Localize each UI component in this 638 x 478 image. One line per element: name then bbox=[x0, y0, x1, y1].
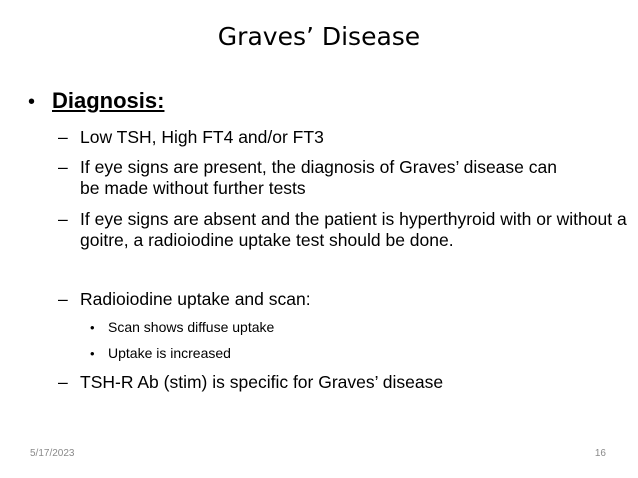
sub-list-item bbox=[90, 344, 231, 363]
dash-marker: – bbox=[58, 289, 68, 309]
diagnosis-heading: Diagnosis: bbox=[52, 88, 165, 113]
dash-marker: – bbox=[58, 127, 68, 147]
dash-marker: – bbox=[58, 372, 68, 392]
list-item bbox=[58, 209, 628, 251]
sub-bullet-dot: • bbox=[90, 346, 95, 361]
sub-list-item-text: Uptake is increased bbox=[108, 345, 231, 361]
slide-title: Graves’ Disease bbox=[217, 22, 421, 51]
dash-marker: – bbox=[58, 157, 68, 177]
list-item-text: If eye signs are absent and the patient is hyperthyroid with or without a goitre, a radioiodine uptake test should be done. bbox=[80, 209, 627, 250]
list-item bbox=[58, 157, 558, 199]
dash-marker: – bbox=[58, 209, 68, 229]
list-item-text: If eye signs are present, the diagnosis of Graves’ disease can be made without further tests bbox=[80, 157, 557, 198]
footer-date: 5/17/2023 bbox=[30, 448, 75, 459]
list-item-text: Radioiodine uptake and scan: bbox=[80, 289, 311, 309]
list-item-text: Low TSH, High FT4 and/or FT3 bbox=[80, 127, 324, 147]
list-item bbox=[58, 372, 618, 393]
sub-list-item-text: Scan shows diffuse uptake bbox=[108, 319, 275, 335]
page-number: 16 bbox=[594, 448, 606, 459]
list-item-text: TSH-R Ab (stim) is specific for Graves’ disease bbox=[80, 372, 444, 392]
sub-bullet-dot: • bbox=[90, 320, 95, 335]
bullet-diagnosis bbox=[28, 88, 164, 114]
sub-list-item bbox=[90, 318, 274, 337]
list-item bbox=[58, 127, 618, 148]
list-item bbox=[58, 289, 618, 310]
bullet-dot: • bbox=[28, 91, 36, 113]
